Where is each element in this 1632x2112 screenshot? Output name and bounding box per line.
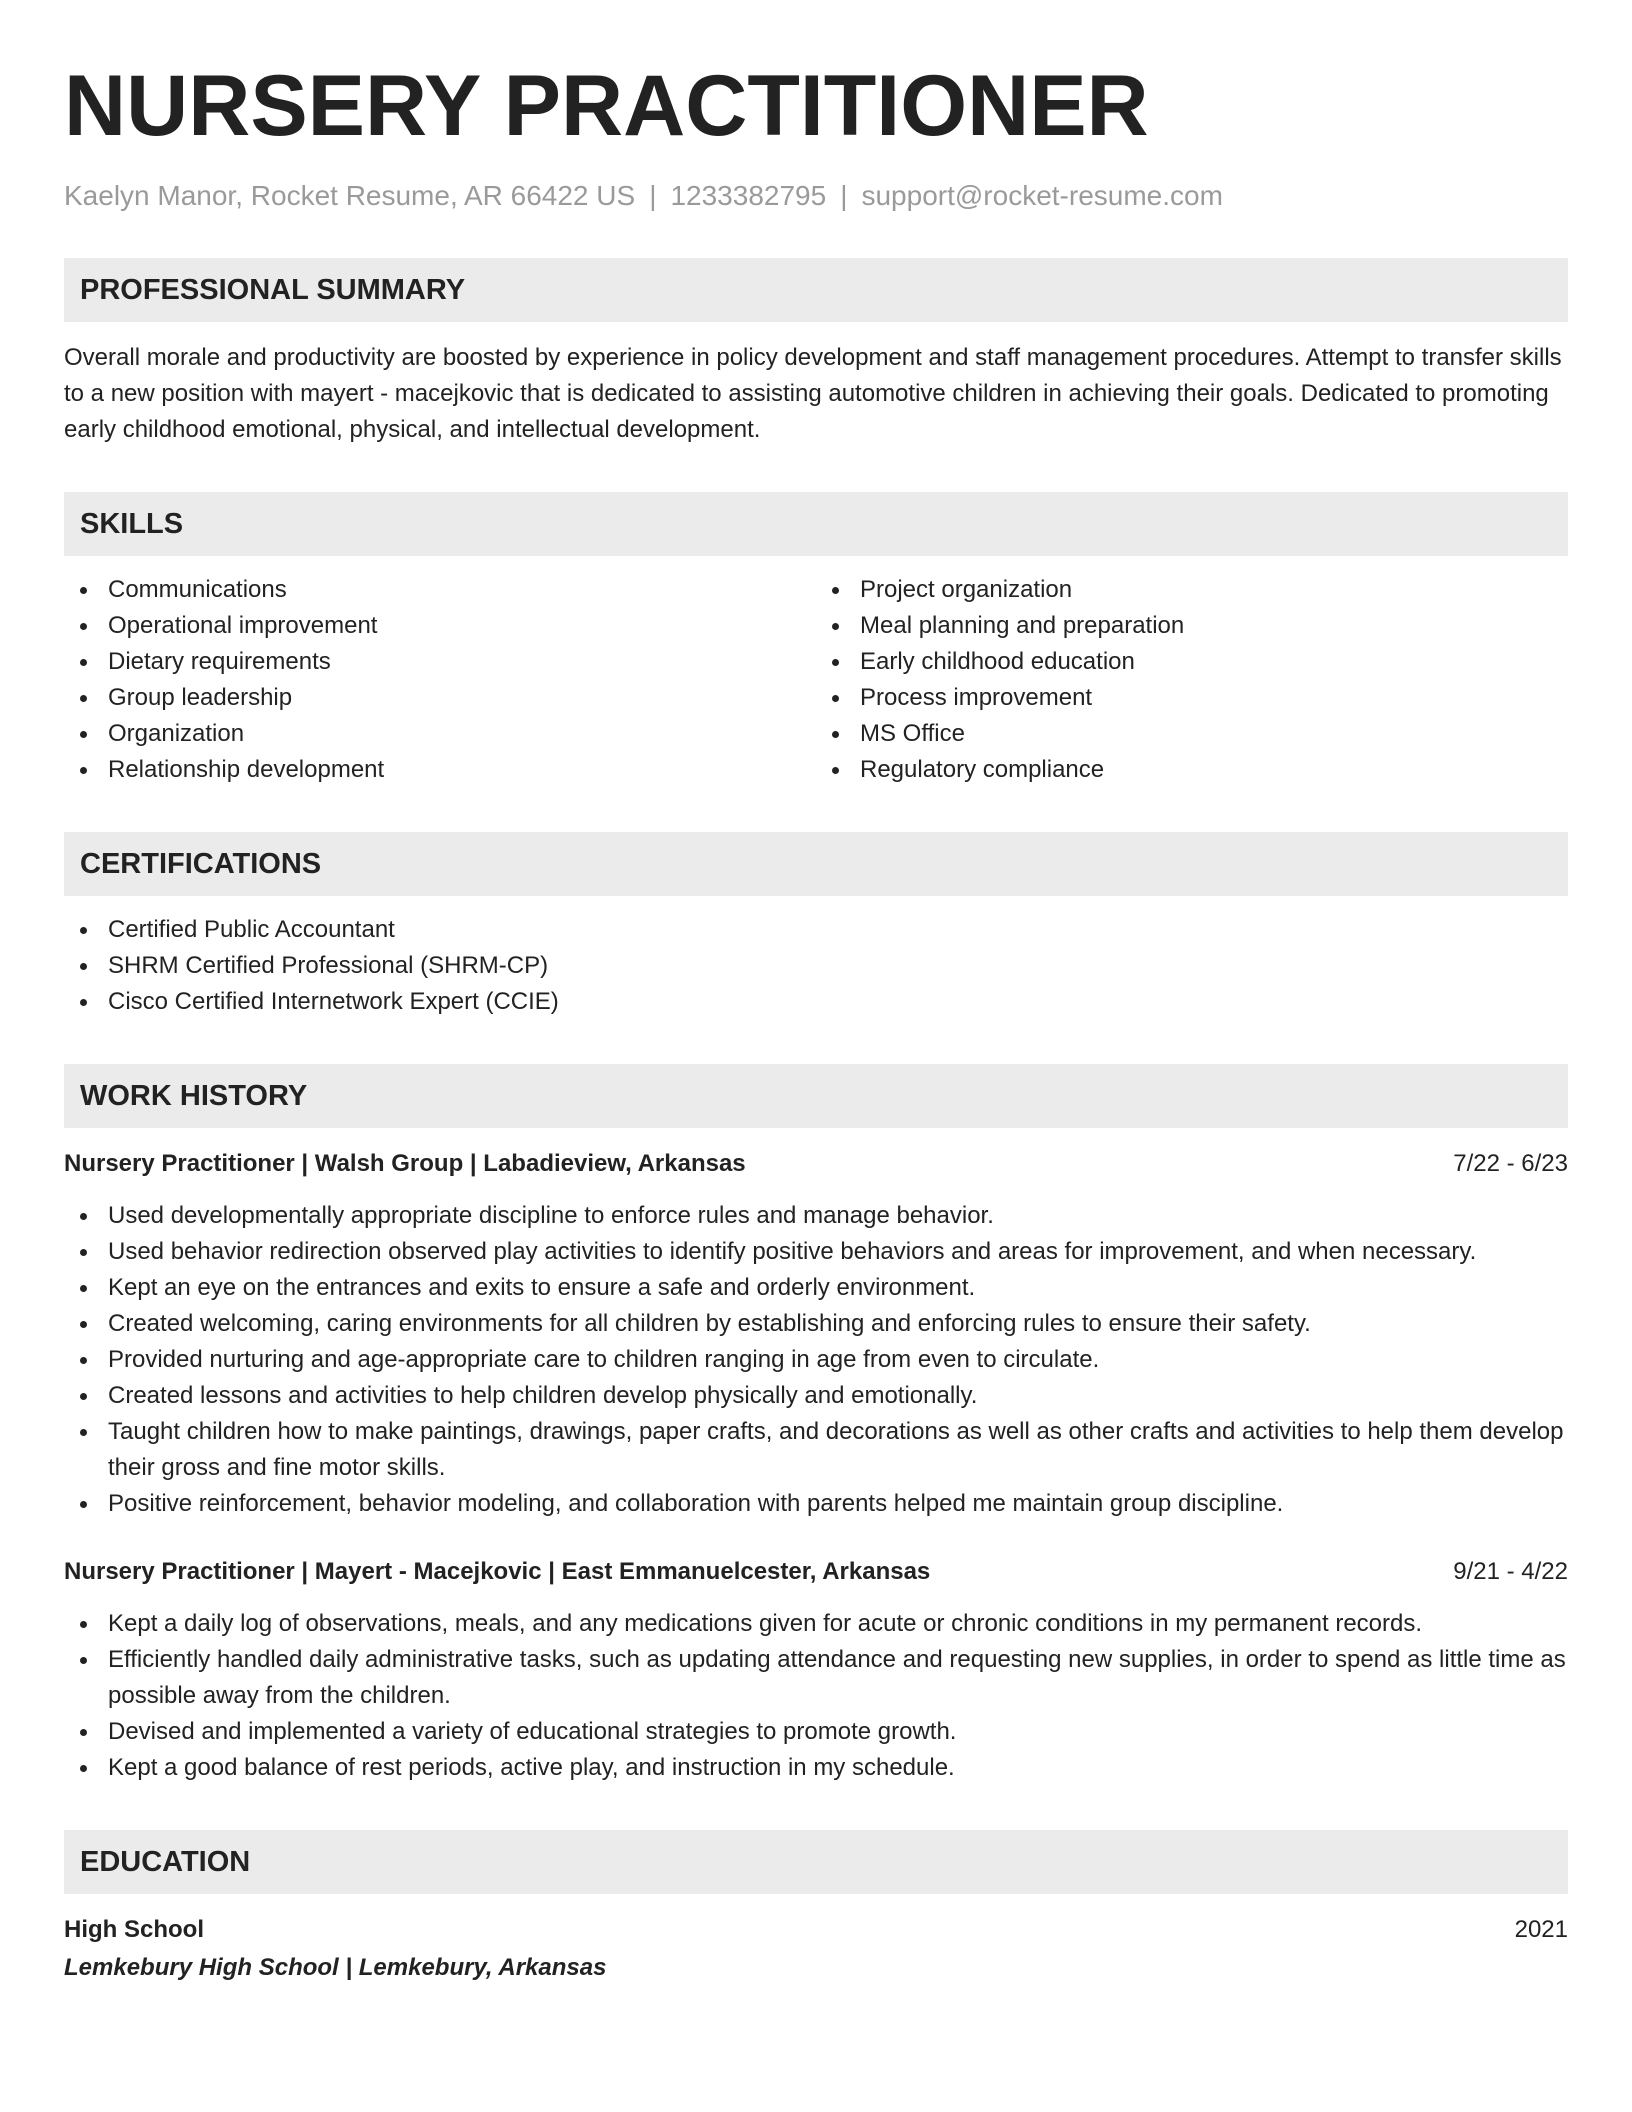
skill-item: Relationship development [64,752,816,788]
skills-grid [64,572,1568,788]
job-bullet: Used developmentally appropriate discipline to enforce rules and manage behavior. [64,1198,1568,1234]
contact-address: Kaelyn Manor, Rocket Resume, AR 66422 US [64,180,636,211]
skill-item: Project organization [816,572,1568,608]
job-bullet: Taught children how to make paintings, drawings, paper crafts, and decorations as well as other crafts and activities to help them develop their gross and fine motor skills. [64,1414,1568,1486]
education-degree: High School [64,1916,204,1943]
job-bullet: Created welcoming, caring environments for all children by establishing and enforcing rules to ensure their safety. [64,1306,1568,1342]
contact-email: support@rocket-resume.com [861,180,1223,211]
resume-name: NURSERY PRACTITIONER [64,58,1149,154]
education-header [64,1912,1568,1948]
job-bullet: Kept a good balance of rest periods, active play, and instruction in my schedule. [64,1750,1568,1786]
skills-list-left [64,572,816,788]
section-heading-skills: SKILLS [64,492,1568,556]
skill-item: Regulatory compliance [816,752,1568,788]
job-bullet: Kept a daily log of observations, meals, and any medications given for acute or chronic conditions in my permanent records. [64,1606,1568,1642]
job-bullet: Kept an eye on the entrances and exits to ensure a safe and orderly environment. [64,1270,1568,1306]
job-bullet: Provided nurturing and age-appropriate care to children ranging in age from even to circulate. [64,1342,1568,1378]
job-entry [64,1146,1568,1522]
job-header [64,1554,1568,1590]
job-bullet: Created lessons and activities to help children develop physically and emotionally. [64,1378,1568,1414]
job-dates: 9/21 - 4/22 [1453,1558,1568,1585]
job-title: Nursery Practitioner | Walsh Group | Labadieview, Arkansas [64,1150,746,1177]
certification-item: SHRM Certified Professional (SHRM-CP) [64,948,1568,984]
job-bullet: Devised and implemented a variety of educational strategies to promote growth. [64,1714,1568,1750]
job-dates: 7/22 - 6/23 [1453,1150,1568,1177]
job-bullet: Efficiently handled daily administrative tasks, such as updating attendance and requesting new supplies, in order to spend as little time as possible away from the children. [64,1642,1568,1714]
skill-item: Operational improvement [64,608,816,644]
job-bullet: Positive reinforcement, behavior modeling, and collaboration with parents helped me maintain group discipline. [64,1486,1568,1522]
section-heading-summary: PROFESSIONAL SUMMARY [64,258,1568,322]
contact-line [64,178,1568,214]
job-bullet: Used behavior redirection observed play activities to identify positive behaviors and areas for improvement, and when necessary. [64,1234,1568,1270]
section-heading-work-history: WORK HISTORY [64,1064,1568,1128]
job-bullets [64,1606,1568,1786]
job-bullets [64,1198,1568,1522]
certification-item: Cisco Certified Internetwork Expert (CCIE) [64,984,1568,1020]
skill-item: Communications [64,572,816,608]
section-heading-certifications: CERTIFICATIONS [64,832,1568,896]
skill-item: Group leadership [64,680,816,716]
certification-item: Certified Public Accountant [64,912,1568,948]
contact-separator: | [649,180,657,211]
certifications-list [64,912,1568,1020]
skill-item: Early childhood education [816,644,1568,680]
education-school: Lemkebury High School | Lemkebury, Arkansas [64,1954,607,1981]
skill-item: Process improvement [816,680,1568,716]
job-title: Nursery Practitioner | Mayert - Macejkovic | East Emmanuelcester, Arkansas [64,1558,931,1585]
skill-item: Meal planning and preparation [816,608,1568,644]
summary-text: Overall morale and productivity are boosted by experience in policy development and staff management procedures. Attempt to transfer skills to a new position with mayert - macejkovic that is dedicated to assisting automotive children in achieving their goals. Dedicated to promoting early childhood emotional, physical, and intellectual development. [64,344,1562,443]
education-year: 2021 [1514,1916,1568,1943]
skill-item: Organization [64,716,816,752]
job-header [64,1146,1568,1182]
contact-separator: | [840,180,848,211]
section-heading-education: EDUCATION [64,1830,1568,1894]
contact-phone: 1233382795 [670,180,827,211]
skills-list-right [816,572,1568,788]
skill-item: Dietary requirements [64,644,816,680]
job-entry [64,1554,1568,1786]
skill-item: MS Office [816,716,1568,752]
